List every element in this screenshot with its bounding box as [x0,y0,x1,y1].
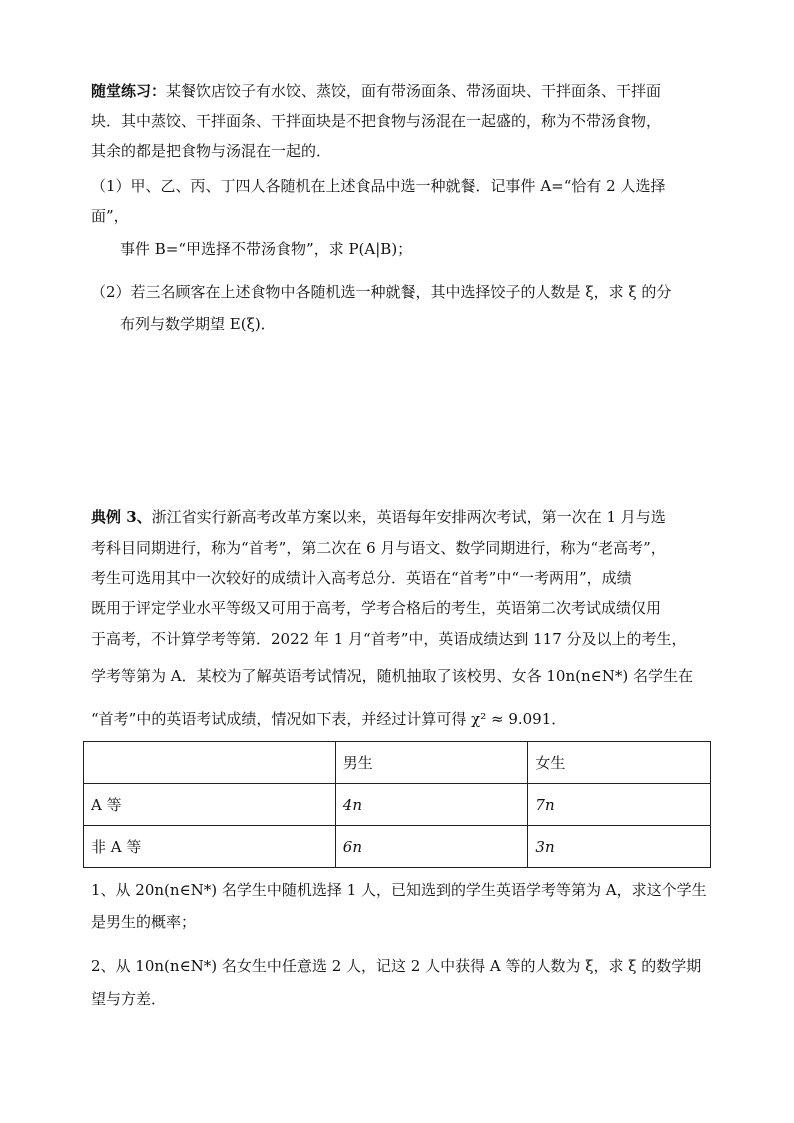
example-line-1 [91,506,666,528]
practice-question-1-line-1: （1）甲、乙、丙、丁四人各随机在上述食品中选一种就餐．记事件 A=“恰有 2 人选择 [91,177,666,195]
example-line-2: 考科目同期进行，称为“首考”，第二次在 6 月与语文、数学同期进行，称为“老高考”， [91,539,666,557]
table-cell: A 等 [84,784,336,826]
example-line-5: 于高考，不计算学考等第．2022 年 1 月“首考”中，英语成绩达到 117 分及以上的考生， [91,630,687,648]
example-line-3: 考生可选用其中一次较好的成绩计入高考总分．英语在“首考”中“一考两用”，成绩 [91,569,632,587]
table-header-cell: 男生 [335,742,528,784]
practice-question-2-line-2: 布列与数学期望 E(ξ)． [120,315,276,333]
example-label: 典例 3、 [91,508,152,526]
table-row [84,826,711,868]
question-1-line-2: 是男生的概率； [91,913,197,931]
practice-question-1-line-2: 面”， [91,207,129,225]
example-line-6: 学考等第为 A．某校为了解英语考试情况，随机抽取了该校男、女各 10n(n∈N*) 名学生在 [91,667,693,685]
example-line-4: 既用于评定学业水平等级又可用于高考，学考合格后的考生，英语第二次考试成绩仅用 [91,599,662,617]
table-cell: 非 A 等 [84,826,336,868]
table-header-row [84,742,711,784]
example-text-1: 浙江省实行新高考改革方案以来，英语每年安排两次考试，第一次在 1 月与选 [151,508,666,526]
table-header-cell: 女生 [528,742,711,784]
table-cell: 6n [335,826,528,868]
practice-line-3: 其余的都是把食物与汤混在一起的． [91,142,332,160]
table-cell: 4n [335,784,528,826]
table-cell: 7n [528,784,711,826]
question-2-line-1: 2、从 10n(n∈N*) 名女生中任意选 2 人，记这 2 人中获得 A 等的人数为 ξ，求 ξ 的数学期 [91,957,702,975]
practice-line-2: 块．其中蒸饺、干拌面条、干拌面块是不把食物与汤混在一起盛的，称为不带汤食物， [91,112,662,130]
question-2-line-2: 望与方差． [91,990,167,1008]
practice-text-1: 某餐饮店饺子有水饺、蒸饺，面有带汤面条、带汤面块、干拌面条、干拌面 [166,82,662,100]
question-1-line-1: 1、从 20n(n∈N*) 名学生中随机选择 1 人，已知选到的学生英语学考等第为 A，求这个学生 [91,881,707,899]
practice-label: 随堂练习： [91,82,167,100]
example-line-7: “首考”中的英语考试成绩，情况如下表，并经过计算可得 χ² ≈ 9.091． [91,710,567,728]
practice-line-1 [91,80,661,102]
table-header-cell [84,742,336,784]
table-row [84,784,711,826]
practice-question-2-line-1: （2）若三名顾客在上述食物中各随机选一种就餐，其中选择饺子的人数是 ξ，求 ξ 的分 [91,283,672,301]
practice-question-1-line-3: 事件 B=“甲选择不带汤食物”，求 P(A|B)； [120,240,413,258]
score-table [83,741,711,868]
table-cell: 3n [528,826,711,868]
